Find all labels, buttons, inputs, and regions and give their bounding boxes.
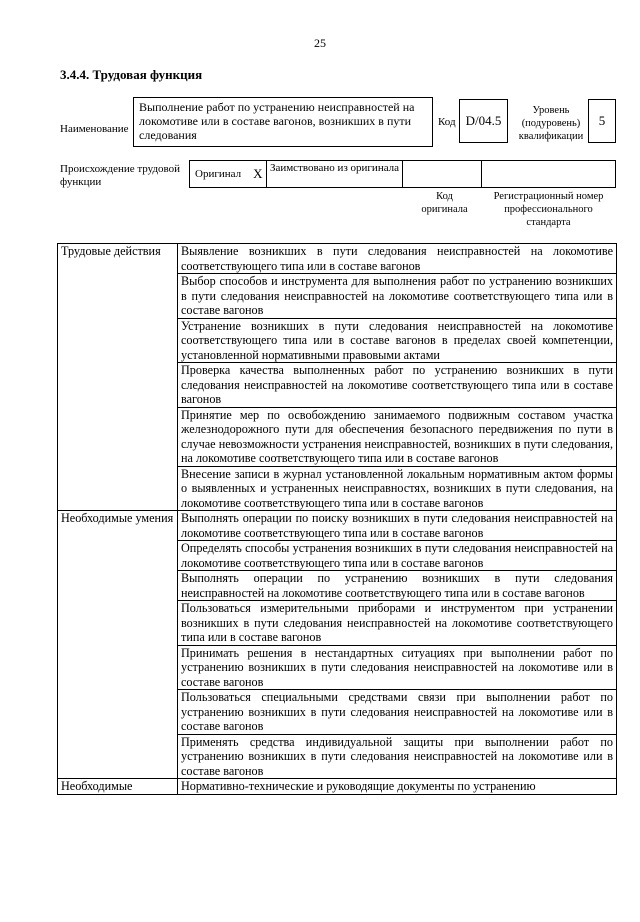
origin-label: Происхождение трудовой функции [60, 163, 181, 188]
level-value-box: 5 [588, 99, 616, 143]
origin-code-cell [402, 160, 482, 188]
table-cell: Применять средства индивидуальной защиты при выполнении работ по устранению возникших в пути следования неисправностей на локомотиве или в составе вагонов [178, 734, 617, 779]
table-row [58, 511, 617, 541]
level-label: Уровень (подуровень) квалификации [518, 105, 584, 142]
page-number: 25 [314, 36, 326, 50]
table-cell: Пользоваться специальными средствами связи при выполнении работ по устранению возникших в пути следования неисправностей на локомотиве или в составе вагонов [178, 690, 617, 735]
table-cell: Выбор способов и инструмента для выполнения работ по устранению возникших в пути следования неисправностей на локомотиве соответствующего типа или в составе вагонов [178, 274, 617, 319]
origin-code-caption: Код оригинала [421, 191, 468, 215]
table-cell: Устранение возникших в пути следования неисправностей на локомотиве соответствующего типа или в составе вагонов в пределах своей компетенции, установленной нормативными правовыми актами [178, 318, 617, 363]
table-cell: Принятие мер по освобождению занимаемого подвижным составом участка железнодорожного пути для обеспечения безопасного передвижения по пути в случае невозможности устранения неисправностей, возникших в пути следования, на локомотиве соответствующего типа или в составе вагонов [178, 407, 617, 466]
group-heading: Трудовые действия [58, 244, 178, 511]
origin-original-cell [189, 160, 267, 188]
origin-reg-caption: Регистрационный номер профессионального стандарта [493, 191, 604, 228]
code-value-box: D/04.5 [459, 99, 508, 143]
name-label: Наименование [60, 123, 129, 135]
code-label: Код [438, 116, 456, 128]
table-cell: Пользоваться измерительными приборами и инструментом при устранении возникших в пути следования неисправностей на локомотиве соответствующего типа или в составе вагонов [178, 601, 617, 646]
origin-original-label: Оригинал [195, 168, 242, 180]
origin-original-mark: X [253, 166, 263, 181]
group-heading: Необходимые умения [58, 511, 178, 779]
origin-reg-cell [481, 160, 616, 188]
section-title: 3.4.4. Трудовая функция [60, 67, 203, 82]
origin-borrowed-cell: Заимствовано из оригинала [266, 160, 403, 188]
table-cell: Принимать решения в нестандартных ситуациях при выполнении работ по устранению возникших в пути следования неисправностей на локомотиве или в составе вагонов [178, 645, 617, 690]
table-cell: Внесение записи в журнал установленной локальным нормативным актом формы о выявленных и устраненных неисправностях, возникших в пути следования, на локомотиве соответствующего типа или в составе вагонов [178, 466, 617, 511]
table-cell: Определять способы устранения возникших в пути следования неисправностей на локомотиве соответствующего типа или в составе вагонов [178, 541, 617, 571]
table-cell: Проверка качества выполненных работ по устранению возникших в пути следования неисправностей на локомотиве соответствующего типа или в составе вагонов [178, 363, 617, 408]
table-row [58, 244, 617, 274]
function-table [57, 243, 617, 795]
origin-row [190, 160, 616, 188]
group-heading: Необходимые [58, 779, 178, 795]
table-cell: Выявление возникших в пути следования неисправностей на локомотиве соответствующего типа или в составе вагонов [178, 244, 617, 274]
table-cell: Выполнять операции по поиску возникших в пути следования неисправностей на локомотиве соответствующего типа или в составе вагонов [178, 511, 617, 541]
name-value-box: Выполнение работ по устранению неисправностей на локомотиве или в составе вагонов, возникших в пути следования [133, 97, 433, 147]
table-row [58, 779, 617, 795]
table-cell: Нормативно-технические и руководящие документы по устранению [178, 779, 617, 795]
table-cell: Выполнять операции по устранению возникших в пути следования неисправностей на локомотиве соответствующего типа или в составе вагонов [178, 571, 617, 601]
